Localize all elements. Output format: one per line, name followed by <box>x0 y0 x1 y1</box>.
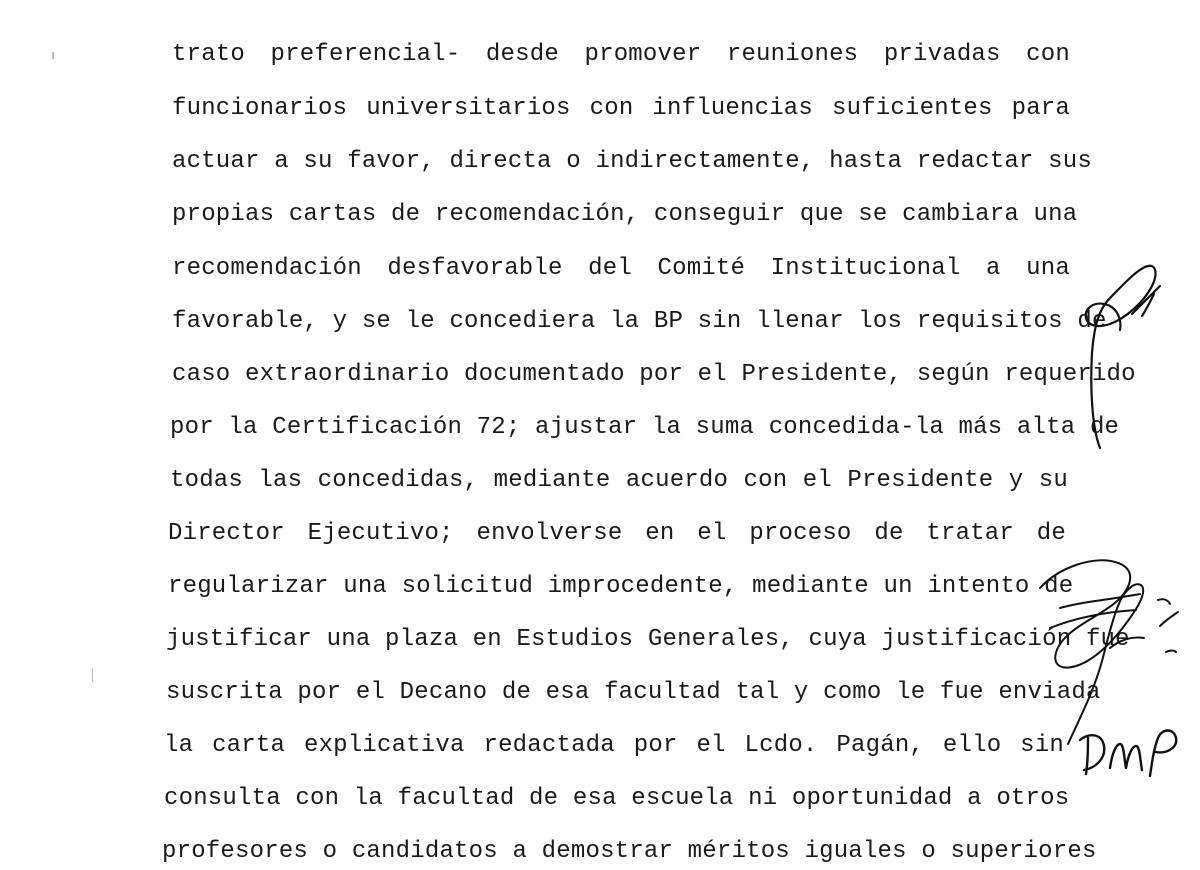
handwritten-initial-mark-upper <box>1070 258 1170 458</box>
scan-speck <box>92 668 93 682</box>
text-line-15: consulta con la facultad de esa escuela ni oportunidad a otros <box>164 785 1070 812</box>
text-line-11: regularizar una solicitud improcedente, mediante un intento de <box>168 573 1074 600</box>
text-line-3: actuar a su favor, directa o indirectamente, hasta redactar sus <box>172 148 1092 175</box>
text-line-8: por la Certificación 72; ajustar la suma concedida-la más alta de <box>170 414 1120 441</box>
text-line-12: justificar una plaza en Estudios Generales, cuya justificación fue <box>166 626 1130 653</box>
text-line-7: caso extraordinario documentado por el Presidente, según requerido <box>172 361 1136 388</box>
text-line-10: Director Ejecutivo; envolverse en el proceso de tratar de <box>168 520 1066 547</box>
text-line-14: la carta explicativa redactada por el Lcdo. Pagán, ello sin <box>164 732 1064 759</box>
handwritten-initials-dmp <box>1076 718 1186 788</box>
text-line-16: profesores o candidatos a demostrar méritos iguales o superiores <box>162 838 1097 865</box>
text-line-2: funcionarios universitarios con influencias suficientes para <box>172 95 1070 122</box>
text-line-1: trato preferencial- desde promover reuniones privadas con <box>172 41 1070 68</box>
text-line-5: recomendación desfavorable del Comité Institucional a una <box>172 255 1070 282</box>
scan-speck <box>52 52 54 59</box>
text-line-4: propias cartas de recomendación, conseguir que se cambiara una <box>172 201 1078 228</box>
text-line-13: suscrita por el Decano de esa facultad tal y como le fue enviada <box>166 679 1101 706</box>
text-line-6: favorable, y se le concediera la BP sin llenar los requisitos de <box>172 308 1107 335</box>
text-line-9: todas las concedidas, mediante acuerdo con el Presidente y su <box>170 467 1068 494</box>
